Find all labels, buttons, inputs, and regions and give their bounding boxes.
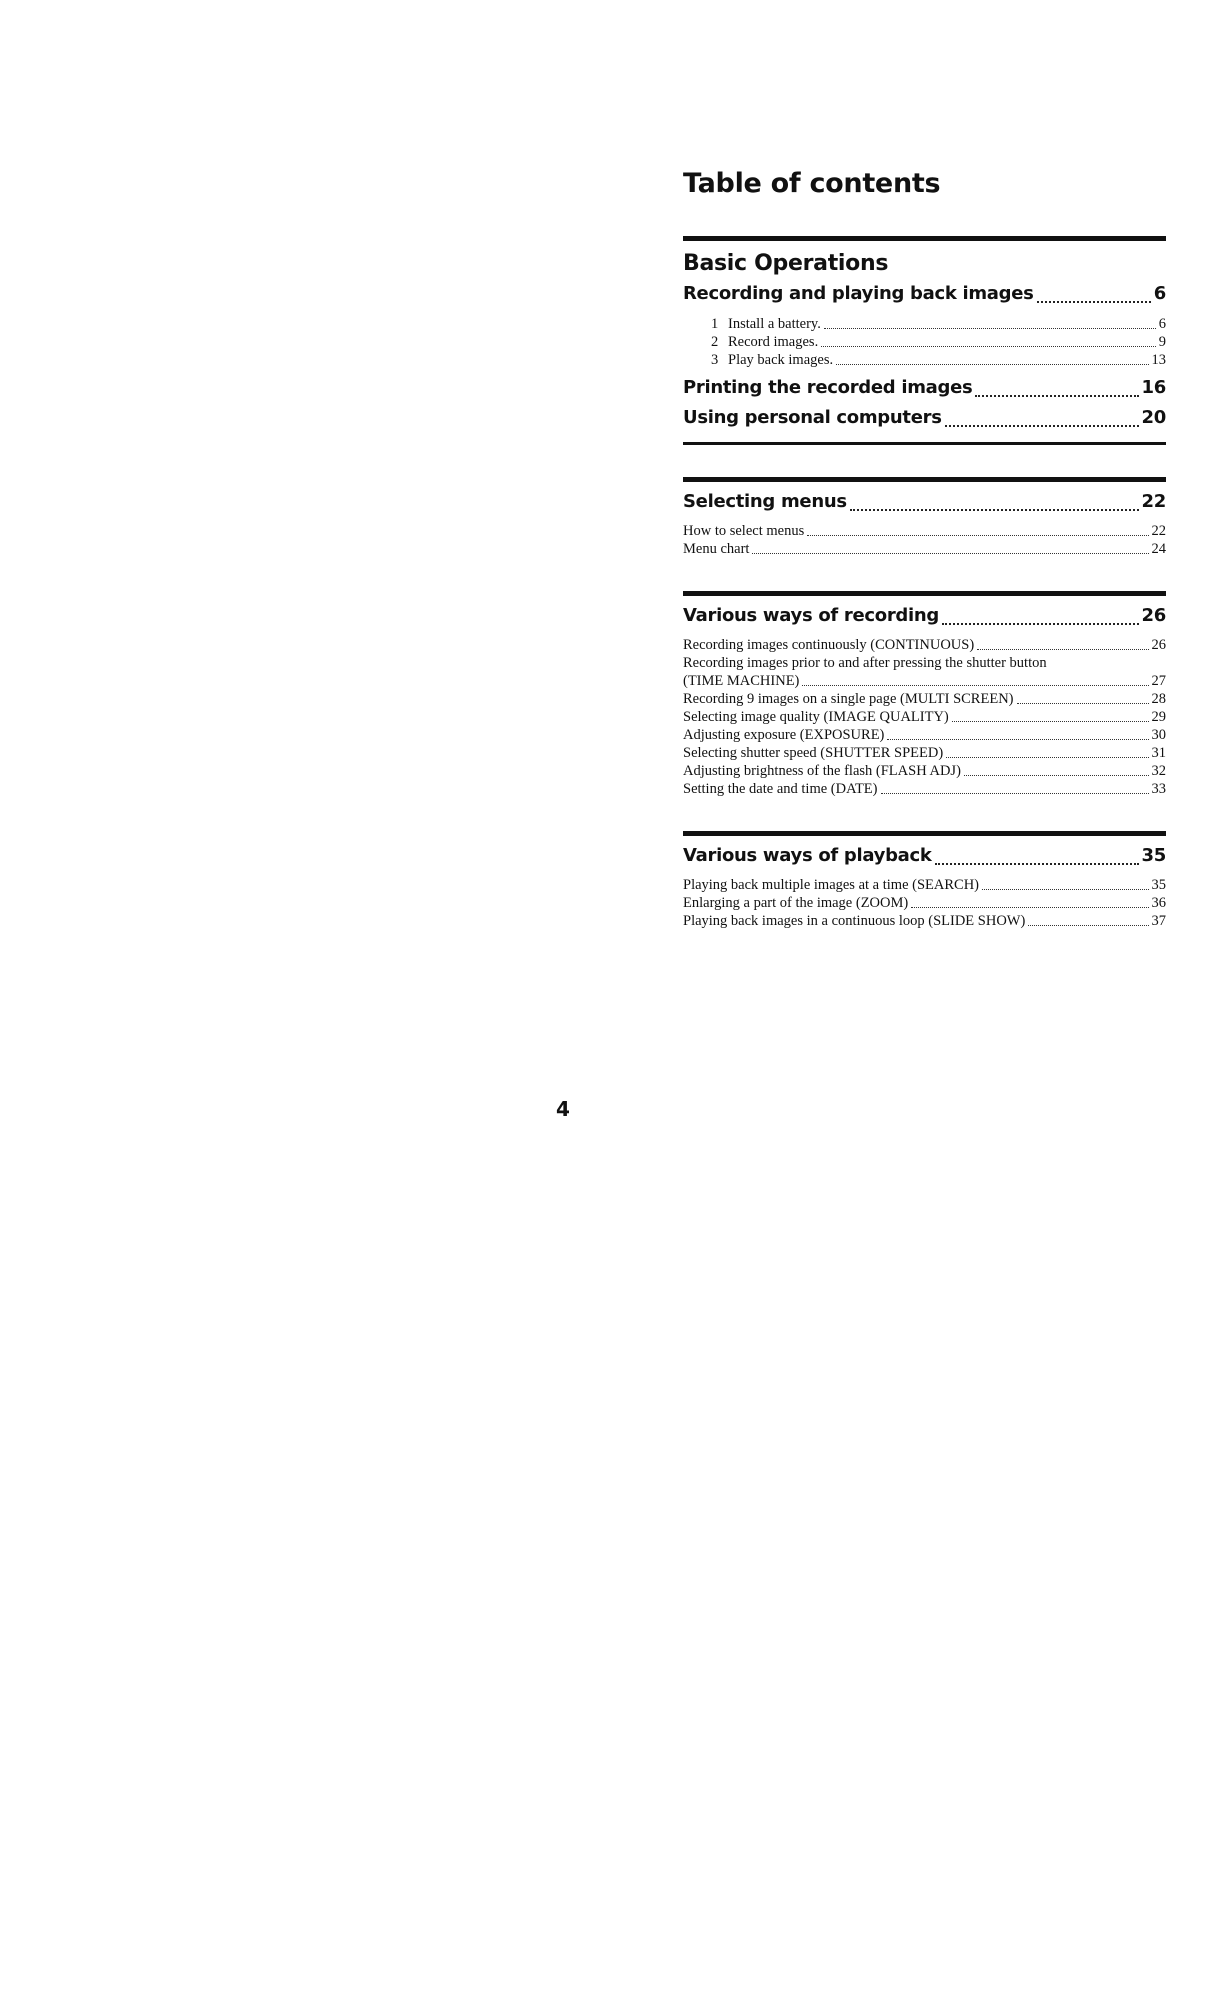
dot-leader (942, 623, 1139, 625)
toc-subentry-page: 36 (1151, 895, 1166, 911)
toc-subentry-page: 26 (1151, 637, 1166, 653)
toc-entry-label: Using personal computers (683, 407, 942, 428)
toc-subentry[interactable] (683, 708, 1166, 726)
dot-leader (824, 328, 1156, 329)
toc-entry-page: 20 (1141, 407, 1166, 428)
section-heading: Basic Operations (683, 251, 889, 276)
toc-subentry-label: Playing back multiple images at a time (SEARCH) (683, 877, 979, 893)
section-rule (683, 591, 1166, 596)
toc-section-basic-operations (683, 236, 1166, 445)
dot-leader (945, 425, 1139, 427)
dot-leader (964, 775, 1149, 776)
toc-entry-page: 16 (1141, 377, 1166, 398)
toc-subentry-label: Adjusting brightness of the flash (FLASH ADJ) (683, 763, 961, 779)
toc-section-selecting-menus (683, 477, 1166, 558)
toc-entry-recording-playing[interactable] (683, 279, 1166, 309)
dot-leader (807, 535, 1148, 536)
dot-leader (1017, 703, 1149, 704)
dot-leader (952, 721, 1149, 722)
page-number: 4 (556, 1097, 570, 1121)
dot-leader (935, 863, 1139, 865)
toc-entry-printing[interactable] (683, 373, 1166, 403)
toc-subentry[interactable] (683, 726, 1166, 744)
toc-subentry[interactable] (683, 690, 1166, 708)
toc-subentry-page: 28 (1151, 691, 1166, 707)
toc-entry-label: Recording and playing back images (683, 283, 1034, 304)
toc-subentry-label: Setting the date and time (DATE) (683, 781, 878, 797)
toc-subentry-label: Selecting shutter speed (SHUTTER SPEED) (683, 745, 944, 761)
toc-subentry-page: 31 (1151, 745, 1166, 761)
step-number: 1 (711, 316, 719, 332)
toc-subentry-page: 6 (1158, 316, 1166, 332)
dot-leader (911, 907, 1148, 908)
toc-subentry[interactable] (683, 522, 1166, 540)
toc-entry-various-playback[interactable] (683, 841, 1166, 871)
toc-entry-personal-computers[interactable] (683, 403, 1166, 433)
toc-subentry-label: Recording images prior to and after pressing the shutter button (683, 655, 1047, 671)
toc-entry-page: 22 (1141, 491, 1166, 512)
toc-subentry-label: Adjusting exposure (EXPOSURE) (683, 727, 885, 743)
toc-subentry[interactable] (683, 315, 1166, 333)
step-number: 3 (711, 352, 719, 368)
step-number: 2 (711, 334, 719, 350)
toc-entry-label: Various ways of playback (683, 845, 932, 866)
toc-subentry-label: Record images. (728, 334, 819, 350)
dot-leader (821, 346, 1156, 347)
section-rule (683, 236, 1166, 241)
dot-leader (946, 757, 1148, 758)
toc-entry-selecting-menus[interactable] (683, 487, 1166, 517)
dot-leader (836, 364, 1148, 365)
toc-subentry-label: How to select menus (683, 523, 805, 539)
toc-subentry-page: 35 (1151, 877, 1166, 893)
toc-subentry-page: 33 (1151, 781, 1166, 797)
toc-entry-page: 6 (1153, 283, 1166, 304)
toc-subentry-label: Recording images continuously (CONTINUOUS) (683, 637, 975, 653)
toc-subentry[interactable] (683, 912, 1166, 930)
toc-entry-label: Selecting menus (683, 491, 847, 512)
toc-subentry-label: Recording 9 images on a single page (MULTI SCREEN) (683, 691, 1014, 707)
toc-subentry[interactable] (683, 351, 1166, 369)
toc-subentry[interactable] (683, 762, 1166, 780)
dot-leader (982, 889, 1149, 890)
toc-subentry-label: Playing back images in a continuous loop (SLIDE SHOW) (683, 913, 1026, 929)
toc-subentry-label-cont: (TIME MACHINE) (683, 673, 800, 689)
toc-section-various-playback (683, 831, 1166, 930)
toc-subentry-page: 9 (1158, 334, 1166, 350)
section-rule (683, 442, 1166, 445)
section-rule (683, 477, 1166, 482)
toc-subentry-page: 13 (1151, 352, 1166, 368)
section-rule (683, 831, 1166, 836)
dot-leader (887, 739, 1148, 740)
toc-subentry-label: Selecting image quality (IMAGE QUALITY) (683, 709, 949, 725)
toc-entry-label: Printing the recorded images (683, 377, 973, 398)
dot-leader (975, 395, 1138, 397)
dot-leader (1037, 301, 1151, 303)
dot-leader (1028, 925, 1148, 926)
toc-subentry-page: 22 (1151, 523, 1166, 539)
toc-subentry[interactable] (683, 540, 1166, 558)
toc-subentry[interactable] (683, 744, 1166, 762)
toc-entry-various-recording[interactable] (683, 601, 1166, 631)
toc-subentry-page: 29 (1151, 709, 1166, 725)
toc-subentry[interactable] (683, 894, 1166, 912)
toc-entry-label: Various ways of recording (683, 605, 939, 626)
dot-leader (850, 509, 1139, 511)
toc-entry-page: 26 (1141, 605, 1166, 626)
toc-subentry-page: 32 (1151, 763, 1166, 779)
toc-subentry-multiline[interactable] (683, 654, 1166, 690)
toc-subentry-page: 37 (1151, 913, 1166, 929)
toc-subentry[interactable] (683, 333, 1166, 351)
toc-subentry[interactable] (683, 876, 1166, 894)
toc-subentry[interactable] (683, 780, 1166, 798)
dot-leader (802, 685, 1148, 686)
dot-leader (977, 649, 1148, 650)
toc-section-various-recording (683, 591, 1166, 798)
toc-subentry-label: Install a battery. (728, 316, 821, 332)
toc-subentry-label: Menu chart (683, 541, 750, 557)
toc-entry-page: 35 (1141, 845, 1166, 866)
toc-subentry-page: 24 (1151, 541, 1166, 557)
dot-leader (881, 793, 1149, 794)
toc-subentry[interactable] (683, 636, 1166, 654)
toc-subentry-label: Play back images. (728, 352, 834, 368)
toc-subentry-label: Enlarging a part of the image (ZOOM) (683, 895, 909, 911)
page-title: Table of contents (683, 168, 941, 199)
toc-subentry-page: 27 (1151, 673, 1166, 689)
dot-leader (752, 553, 1148, 554)
toc-subentry-page: 30 (1151, 727, 1166, 743)
